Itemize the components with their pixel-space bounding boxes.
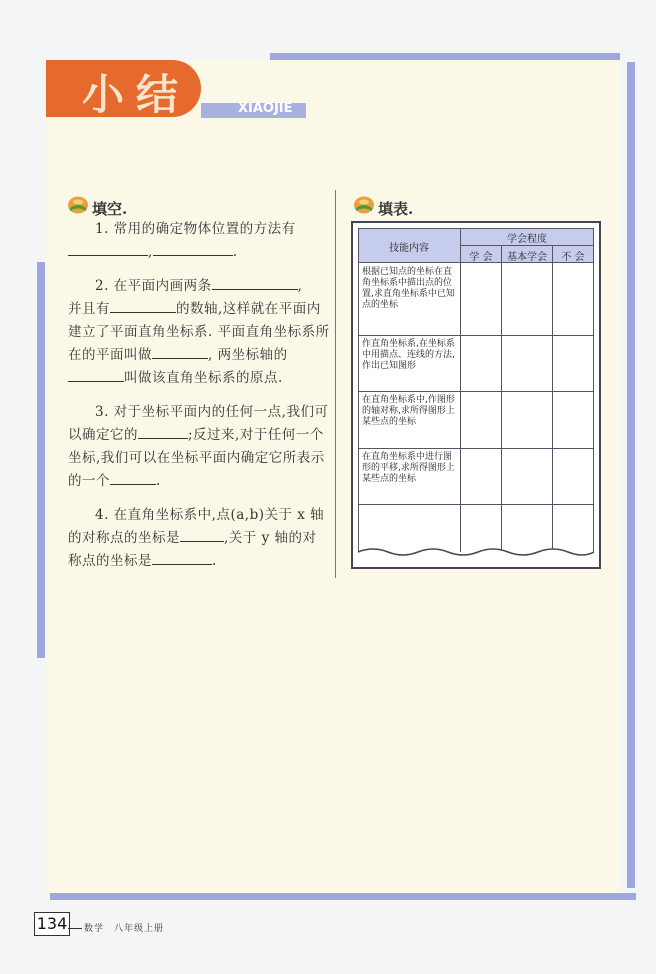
page-title: 小结 bbox=[82, 70, 191, 119]
page-subtitle: XIAOJIE bbox=[238, 101, 293, 116]
answer-blank[interactable] bbox=[153, 241, 233, 256]
bottom-decorative-stripe bbox=[50, 893, 636, 900]
book-icon bbox=[353, 196, 375, 215]
skills-table bbox=[351, 221, 601, 569]
header-not: 不 会 bbox=[561, 252, 585, 263]
table-row-skill: 在直角坐标系中,作图形的轴对称,求所得图形上某些点的坐标 bbox=[362, 395, 455, 427]
fill-blank-questions bbox=[68, 218, 330, 584]
table-line bbox=[460, 245, 594, 246]
answer-blank[interactable] bbox=[68, 367, 124, 382]
table-line bbox=[501, 245, 502, 552]
table-row-skill: 根据已知点的坐标在直角坐标系中描出点的位置,求直角坐标系中已知点的坐标 bbox=[362, 267, 455, 310]
table-line bbox=[358, 335, 594, 336]
book-name: 数学 八年级上册 bbox=[84, 924, 165, 934]
top-decorative-stripe bbox=[270, 53, 620, 60]
column-divider bbox=[335, 190, 336, 578]
answer-blank[interactable] bbox=[110, 298, 176, 313]
table-line bbox=[358, 448, 594, 449]
table-line bbox=[358, 504, 594, 505]
answer-blank[interactable] bbox=[138, 424, 188, 439]
header-mastery: 学会程度 bbox=[507, 234, 547, 245]
table-grid bbox=[358, 228, 594, 562]
book-icon bbox=[67, 196, 89, 215]
table-row-skill: 在直角坐标系中进行图形的平移,求所得图形上某些点的坐标 bbox=[362, 452, 455, 484]
question-3: 3. 对于坐标平面内的任何一点,我们可以确定它的 ;反过来,对于任何一个坐标,我们可以在坐标平面内确定它所表示的一个 . bbox=[68, 404, 329, 489]
torn-edge bbox=[358, 546, 594, 562]
answer-blank[interactable] bbox=[212, 275, 298, 290]
question-1: 1. 常用的确定物体位置的方法有 , . bbox=[68, 218, 330, 264]
table-line bbox=[358, 228, 594, 229]
answer-blank[interactable] bbox=[152, 550, 212, 565]
fill-table-heading: 填表. bbox=[378, 200, 414, 218]
table-row-skill: 作直角坐标系,在坐标系中用描点、连线的方法,作出已知图形 bbox=[362, 339, 455, 371]
answer-blank[interactable] bbox=[152, 344, 208, 359]
answer-blank[interactable] bbox=[68, 241, 148, 256]
table-line bbox=[552, 245, 553, 552]
header-basic: 基本学会 bbox=[507, 252, 547, 263]
question-4: 4. 在直角坐标系中,点(a,b)关于 x 轴的对称点的坐标是 ,关于 y 轴的对称点的坐标是 . bbox=[68, 507, 325, 569]
fill-blank-heading: 填空. bbox=[92, 200, 128, 218]
question-2: 2. 在平面内画两条 , 并且有 的数轴,这样就在平面内建立了平面直角坐标系. 平面直角坐标系所在的平面叫做 , 两坐标轴的叫做该直角坐标系的原点. bbox=[68, 275, 330, 390]
header-skill: 技能内容 bbox=[389, 243, 429, 254]
answer-blank[interactable] bbox=[110, 470, 156, 485]
left-decorative-stripe bbox=[37, 262, 45, 658]
table-line bbox=[358, 391, 594, 392]
page-number: 134 bbox=[34, 912, 70, 936]
header-learned: 学 会 bbox=[469, 252, 493, 263]
footer-connector bbox=[68, 928, 82, 929]
right-decorative-stripe bbox=[627, 62, 635, 888]
answer-blank[interactable] bbox=[180, 527, 224, 542]
